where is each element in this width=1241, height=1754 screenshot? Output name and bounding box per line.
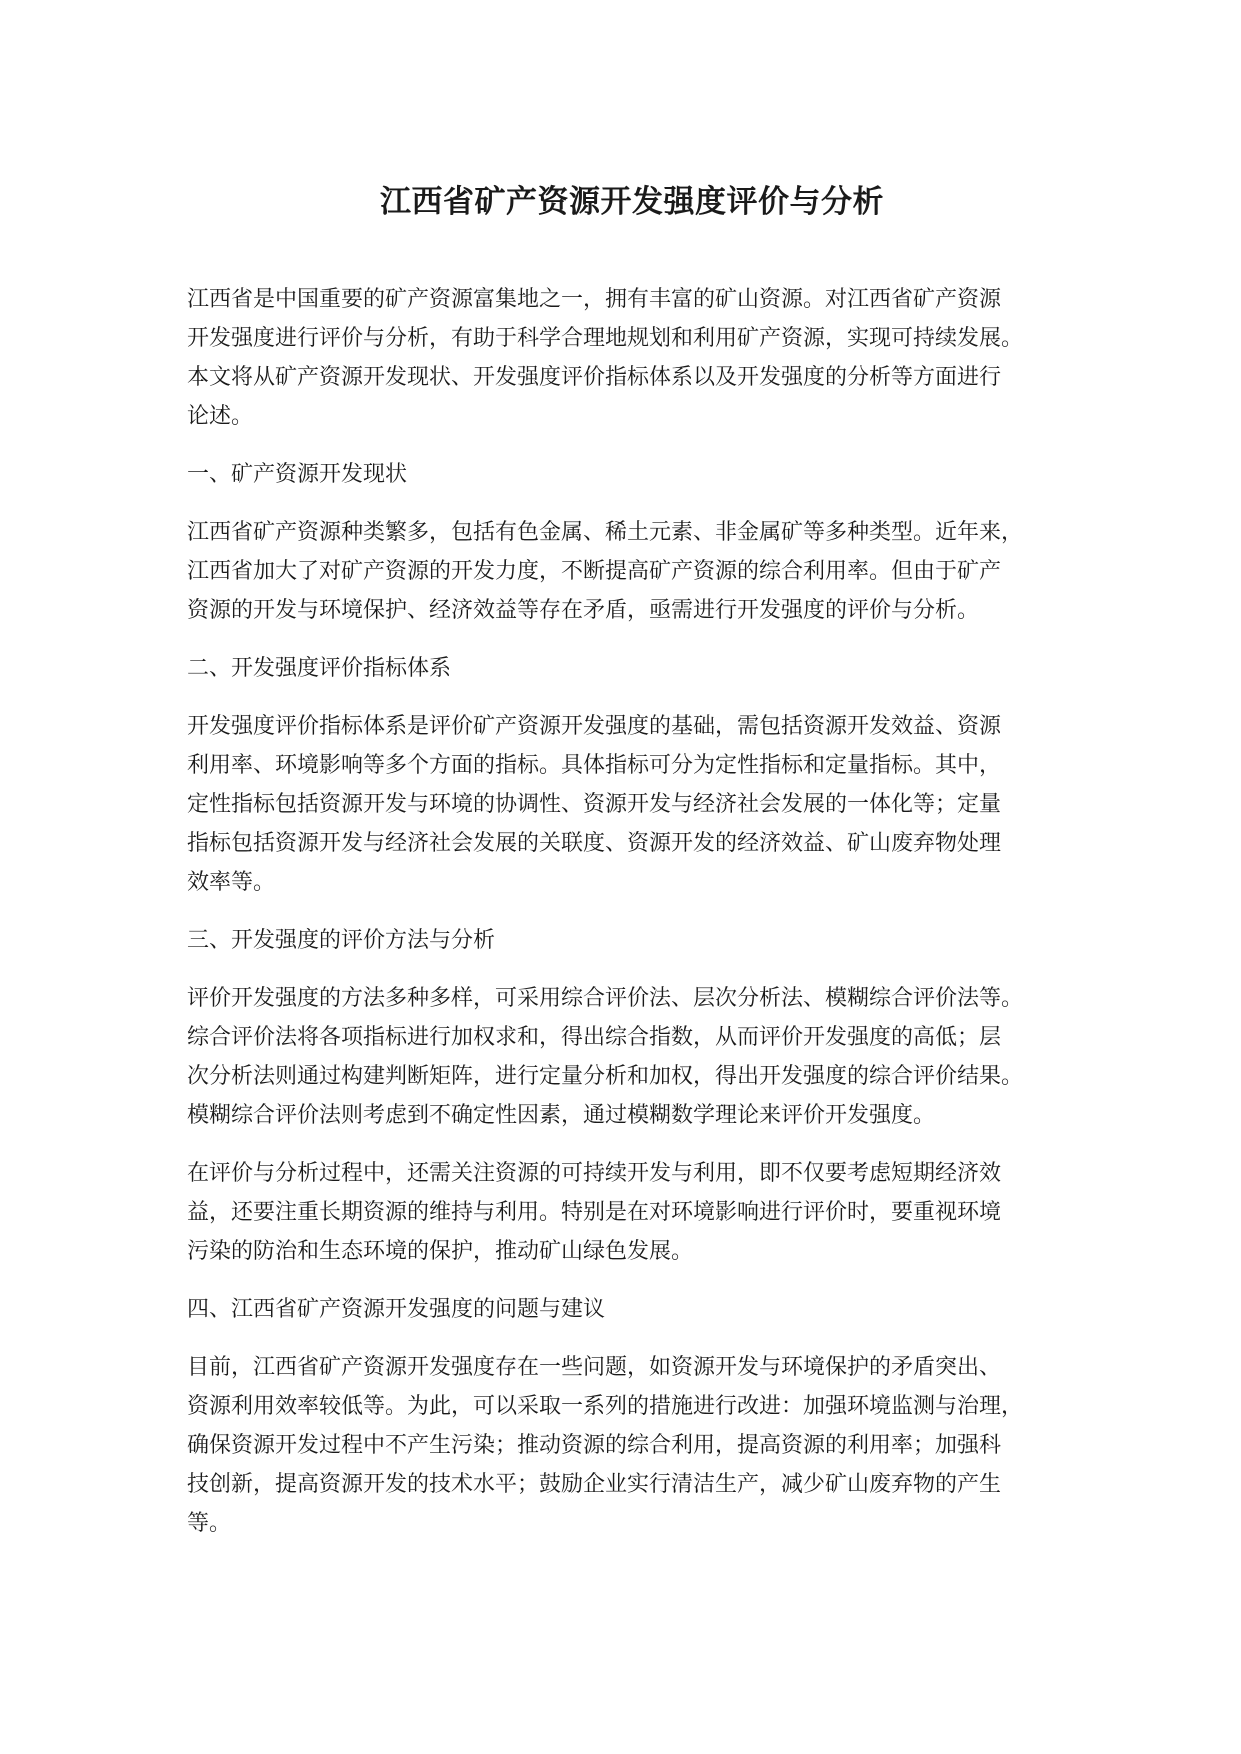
section-heading-2: 二、开发强度评价指标体系 xyxy=(187,656,452,681)
text-line: 利用率、环境影响等多个方面的指标。具体指标可分为定性指标和定量指标。其中， xyxy=(187,753,1002,778)
text-line: 定性指标包括资源开发与环境的协调性、资源开发与经济社会发展的一体化等；定量 xyxy=(187,792,1002,817)
text-line: 技创新，提高资源开发的技术水平；鼓励企业实行清洁生产，减少矿山废弃物的产生 xyxy=(187,1472,1002,1497)
section-heading-1: 一、矿产资源开发现状 xyxy=(187,462,408,487)
text-line: 江西省矿产资源种类繁多，包括有色金属、稀土元素、非金属矿等多种类型。近年来， xyxy=(187,520,1024,545)
section-3-paragraph-2 xyxy=(187,1154,1077,1271)
text-line: 确保资源开发过程中不产生污染；推动资源的综合利用，提高资源的利用率；加强科 xyxy=(187,1433,1002,1458)
section-heading-3: 三、开发强度的评价方法与分析 xyxy=(187,928,496,953)
text-line: 本文将从矿产资源开发现状、开发强度评价指标体系以及开发强度的分析等方面进行 xyxy=(187,365,1002,390)
text-line: 综合评价法将各项指标进行加权求和，得出综合指数，从而评价开发强度的高低；层 xyxy=(187,1025,1002,1050)
document-title: 江西省矿产资源开发强度评价与分析 xyxy=(380,184,884,220)
section-2-paragraph xyxy=(187,707,1077,902)
text-line: 论述。 xyxy=(187,404,254,429)
section-4-paragraph xyxy=(187,1348,1077,1543)
text-line: 效率等。 xyxy=(187,870,276,895)
text-line: 江西省是中国重要的矿产资源富集地之一，拥有丰富的矿山资源。对江西省矿产资源 xyxy=(187,287,1002,312)
text-line: 益，还要注重长期资源的维持与利用。特别是在对环境影响进行评价时，要重视环境 xyxy=(187,1200,1002,1225)
text-line: 资源的开发与环境保护、经济效益等存在矛盾，亟需进行开发强度的评价与分析。 xyxy=(187,598,980,623)
section-3-paragraph-1 xyxy=(187,979,1077,1135)
document-body xyxy=(187,280,1077,1562)
intro-paragraph xyxy=(187,280,1077,436)
text-line: 开发强度进行评价与分析，有助于科学合理地规划和利用矿产资源，实现可持续发展。 xyxy=(187,326,1024,351)
text-line: 目前，江西省矿产资源开发强度存在一些问题，如资源开发与环境保护的矛盾突出、 xyxy=(187,1355,1002,1380)
text-line: 资源利用效率较低等。为此，可以采取一系列的措施进行改进：加强环境监测与治理， xyxy=(187,1394,1024,1419)
text-line: 开发强度评价指标体系是评价矿产资源开发强度的基础，需包括资源开发效益、资源 xyxy=(187,714,1002,739)
text-line: 指标包括资源开发与经济社会发展的关联度、资源开发的经济效益、矿山废弃物处理 xyxy=(187,831,1002,856)
text-line: 江西省加大了对矿产资源的开发力度，不断提高矿产资源的综合利用率。但由于矿产 xyxy=(187,559,1002,584)
text-line: 评价开发强度的方法多种多样，可采用综合评价法、层次分析法、模糊综合评价法等。 xyxy=(187,986,1024,1011)
text-line: 模糊综合评价法则考虑到不确定性因素，通过模糊数学理论来评价开发强度。 xyxy=(187,1103,936,1128)
text-line: 污染的防治和生态环境的保护，推动矿山绿色发展。 xyxy=(187,1239,694,1264)
text-line: 等。 xyxy=(187,1511,232,1536)
section-1-paragraph xyxy=(187,513,1077,630)
text-line: 在评价与分析过程中，还需关注资源的可持续开发与利用，即不仅要考虑短期经济效 xyxy=(187,1161,1002,1186)
section-heading-4: 四、江西省矿产资源开发强度的问题与建议 xyxy=(187,1297,606,1322)
text-line: 次分析法则通过构建判断矩阵，进行定量分析和加权，得出开发强度的综合评价结果。 xyxy=(187,1064,1024,1089)
